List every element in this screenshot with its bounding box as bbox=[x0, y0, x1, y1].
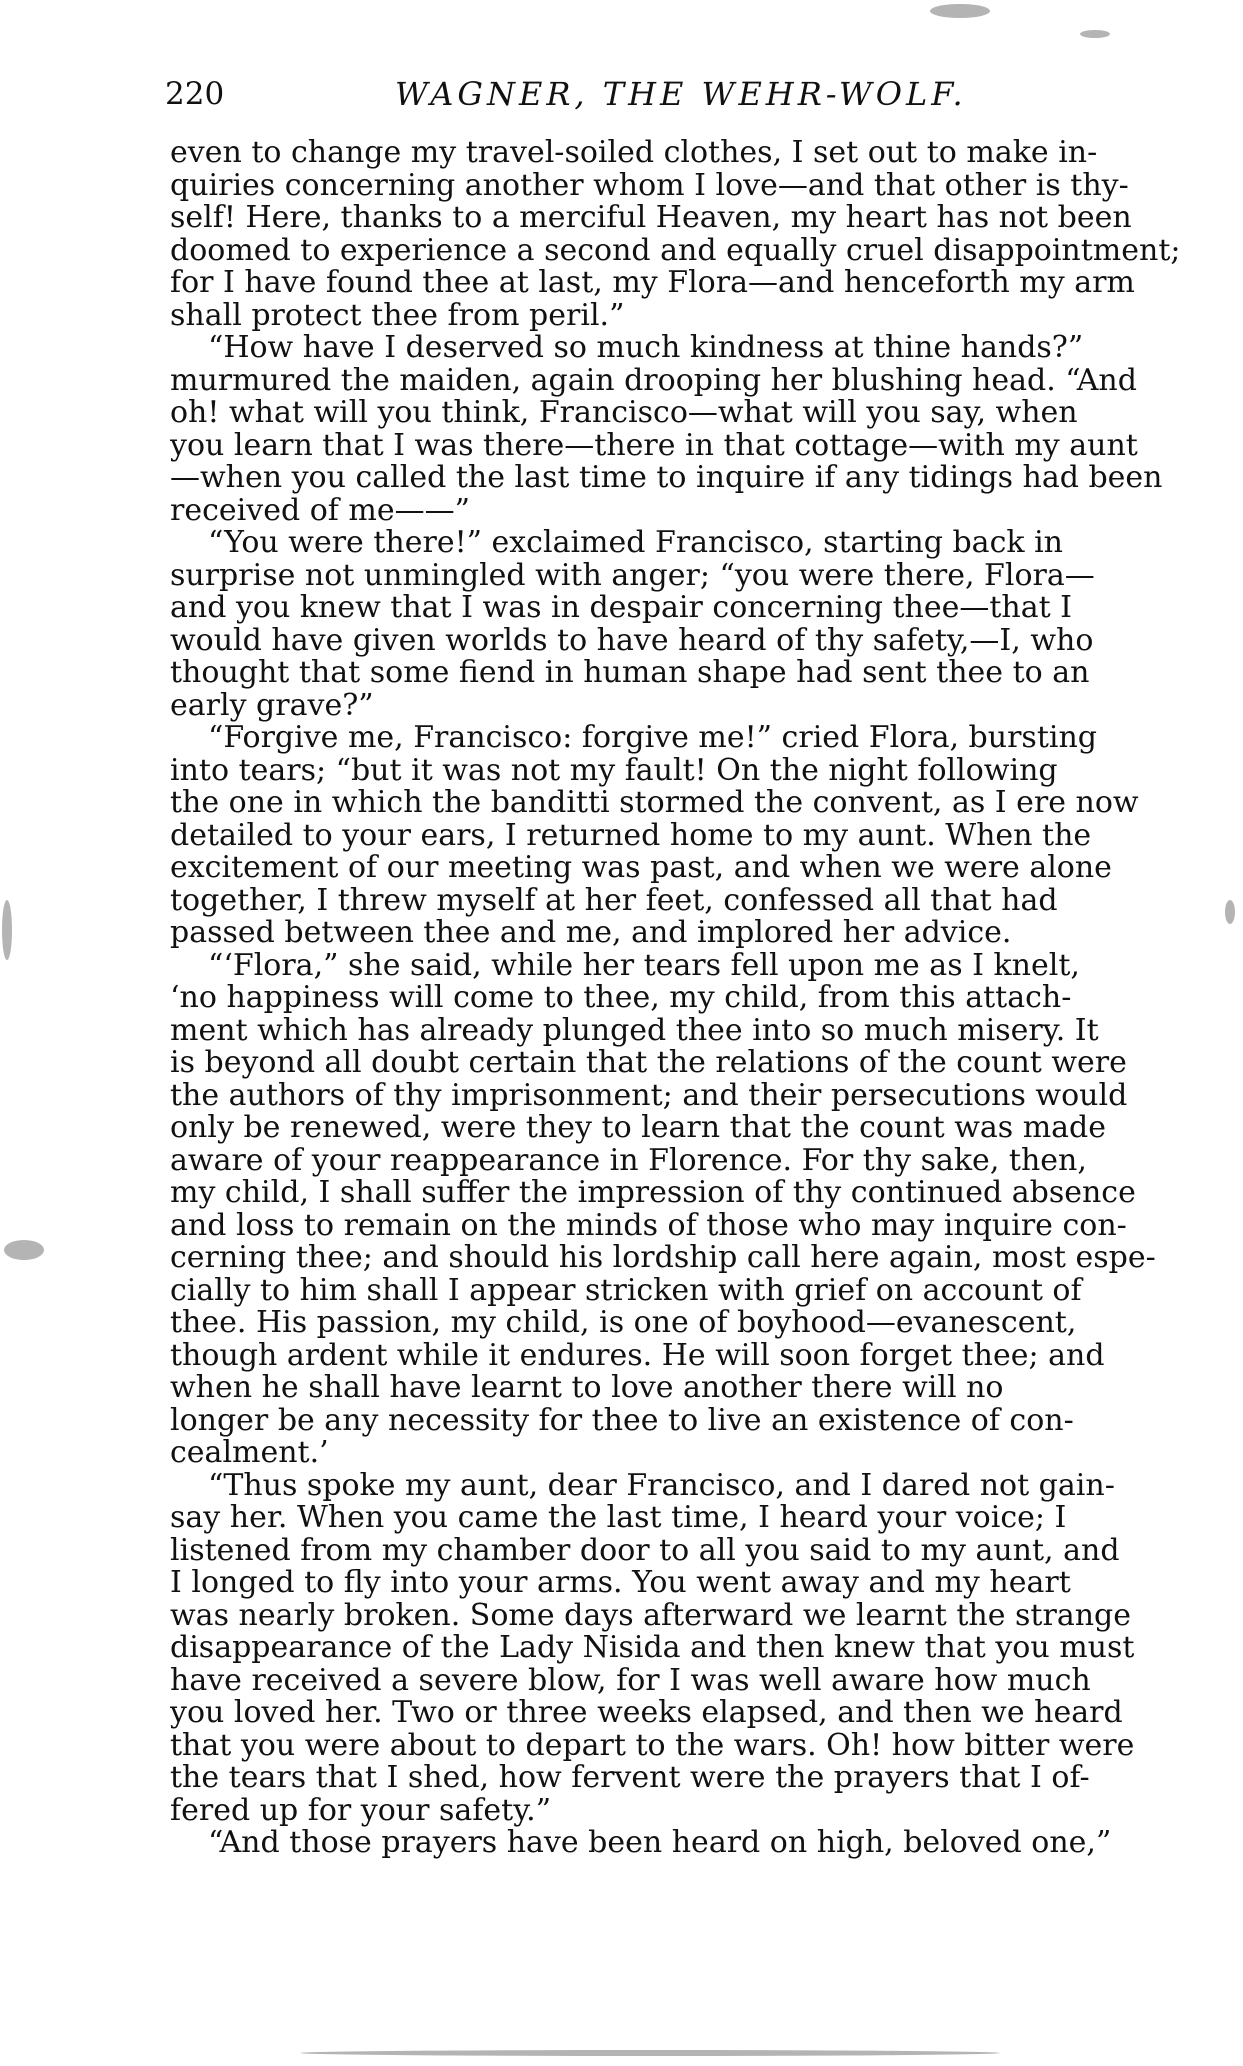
text-line: longer be any necessity for thee to live an existence of con- bbox=[170, 1404, 1074, 1437]
text-line: surprise not unmingled with anger; “you were there, Flora— bbox=[170, 559, 1095, 592]
text-line: say her. When you came the last time, I heard your voice; I bbox=[170, 1502, 1067, 1535]
text-line: thee. His passion, my child, is one of boyhood—evanescent, bbox=[170, 1307, 1077, 1340]
text-line: aware of your reappearance in Florence. For thy sake, then, bbox=[170, 1144, 1087, 1177]
text-line: was nearly broken. Some days afterward we learnt the strange bbox=[170, 1599, 1131, 1632]
text-line: though ardent while it endures. He will soon forget thee; and bbox=[170, 1339, 1105, 1372]
text-line: the authors of thy imprisonment; and their persecutions would bbox=[170, 1079, 1128, 1112]
text-line: ment which has already plunged thee into so much misery. It bbox=[170, 1014, 1099, 1047]
text-line: the tears that I shed, how fervent were the prayers that I of- bbox=[170, 1762, 1090, 1795]
text-line: murmured the maiden, again drooping her blushing head. “And bbox=[170, 364, 1137, 397]
text-line: “Forgive me, Francisco: forgive me!” cried Flora, bursting bbox=[208, 722, 1097, 755]
scan-speck bbox=[300, 2050, 1000, 2056]
page-number: 220 bbox=[165, 76, 225, 112]
text-line: “You were there!” exclaimed Francisco, starting back in bbox=[208, 527, 1063, 560]
text-line: “And those prayers have been heard on high, beloved one,” bbox=[208, 1827, 1112, 1860]
text-line: that you were about to depart to the wars. Oh! how bitter were bbox=[170, 1729, 1135, 1762]
text-line: self! Here, thanks to a merciful Heaven, my heart has not been bbox=[170, 202, 1132, 235]
body-text bbox=[170, 137, 1198, 1860]
text-line: “Thus spoke my aunt, dear Francisco, and I dared not gain- bbox=[208, 1469, 1115, 1502]
text-line: disappearance of the Lady Nisida and then knew that you must bbox=[170, 1632, 1135, 1665]
text-line: cerning thee; and should his lordship call here again, most espe- bbox=[170, 1242, 1156, 1275]
text-line: quiries concerning another whom I love—and that other is thy- bbox=[170, 169, 1129, 202]
scan-speck bbox=[930, 4, 990, 18]
text-line: “‘Flora,” she said, while her tears fell upon me as I knelt, bbox=[208, 949, 1080, 982]
text-line: detailed to your ears, I returned home to my aunt. When the bbox=[170, 819, 1092, 852]
text-line: would have given worlds to have heard of thy safety,—I, who bbox=[170, 624, 1094, 657]
text-line: listened from my chamber door to all you said to my aunt, and bbox=[170, 1534, 1120, 1567]
text-line: even to change my travel-soiled clothes, I set out to make in- bbox=[170, 137, 1098, 170]
text-line: received of me——” bbox=[170, 494, 470, 527]
text-line: cially to him shall I appear stricken with grief on account of bbox=[170, 1274, 1082, 1307]
text-line: into tears; “but it was not my fault! On the night following bbox=[170, 754, 1058, 787]
text-line: doomed to experience a second and equally cruel disappointment; bbox=[170, 234, 1181, 267]
text-line: have received a severe blow, for I was well aware how much bbox=[170, 1664, 1091, 1697]
text-line: “How have I deserved so much kindness at thine hands?” bbox=[208, 332, 1084, 365]
scan-speck bbox=[1080, 30, 1110, 38]
text-line: thought that some fiend in human shape had sent thee to an bbox=[170, 657, 1090, 690]
running-title: WAGNER, THE WEHR-WOLF. bbox=[395, 75, 967, 113]
text-line: I longed to fly into your arms. You went away and my heart bbox=[170, 1567, 1071, 1600]
text-line: for I have found thee at last, my Flora—and henceforth my arm bbox=[170, 267, 1135, 300]
text-line: early grave?” bbox=[170, 689, 374, 722]
scan-speck bbox=[1225, 900, 1235, 924]
text-line: you loved her. Two or three weeks elapsed, and then we heard bbox=[170, 1697, 1123, 1730]
text-line: my child, I shall suffer the impression of thy continued absence bbox=[170, 1177, 1136, 1210]
text-line: ‘no happiness will come to thee, my child, from this attach- bbox=[170, 982, 1072, 1015]
text-line: is beyond all doubt certain that the relations of the count were bbox=[170, 1047, 1127, 1080]
text-line: when he shall have learnt to love another there will no bbox=[170, 1372, 1004, 1405]
page-header bbox=[165, 74, 995, 118]
text-line: —when you called the last time to inquire if any tidings had been bbox=[170, 462, 1163, 495]
scan-speck bbox=[4, 1240, 44, 1260]
text-line: excitement of our meeting was past, and when we were alone bbox=[170, 852, 1112, 885]
text-line: fered up for your safety.” bbox=[170, 1794, 552, 1827]
text-line: and you knew that I was in despair concerning thee—that I bbox=[170, 592, 1073, 625]
scan-speck bbox=[2, 900, 12, 960]
text-line: and loss to remain on the minds of those who may inquire con- bbox=[170, 1209, 1127, 1242]
text-line: cealment.’ bbox=[170, 1437, 329, 1470]
text-line: passed between thee and me, and implored her advice. bbox=[170, 917, 1012, 950]
text-line: the one in which the banditti stormed the convent, as I ere now bbox=[170, 787, 1139, 820]
text-line: together, I threw myself at her feet, confessed all that had bbox=[170, 884, 1058, 917]
text-line: you learn that I was there—there in that cottage—with my aunt bbox=[170, 429, 1138, 462]
text-line: oh! what will you think, Francisco—what will you say, when bbox=[170, 397, 1078, 430]
text-line: only be renewed, were they to learn that the count was made bbox=[170, 1112, 1107, 1145]
text-line: shall protect thee from peril.” bbox=[170, 299, 625, 332]
